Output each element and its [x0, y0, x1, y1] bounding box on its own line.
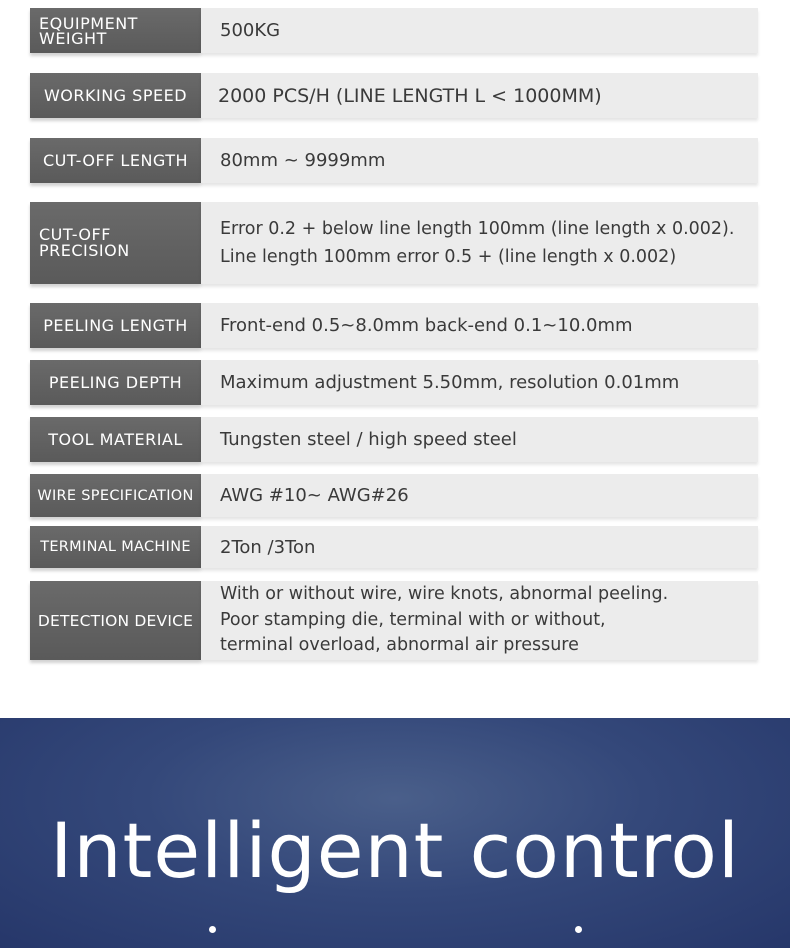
spec-value-line: terminal overload, abnormal air pressure — [220, 635, 579, 656]
spec-row-tool-material — [30, 417, 758, 462]
spec-label: DETECTION DEVICE — [30, 581, 201, 660]
spec-value — [201, 73, 758, 118]
spec-value-line: AWG #10~ AWG#26 — [220, 485, 409, 506]
spec-row-peeling-length — [30, 303, 758, 348]
spec-value-line: Error 0.2 + below line length 100mm (line length x 0.002). — [220, 219, 735, 239]
spec-value — [201, 581, 758, 660]
spec-row-working-speed — [30, 73, 758, 118]
spec-row-detection-device — [30, 581, 758, 660]
spec-row-peeling-depth — [30, 360, 758, 405]
spec-label: TERMINAL MACHINE — [30, 526, 201, 568]
spec-label: CUT-OFF PRECISION — [30, 202, 201, 284]
spec-value-line: 2Ton /3Ton — [220, 536, 316, 558]
spec-value-line: 2000 PCS/H (LINE LENGTH L < 1000MM) — [218, 84, 602, 107]
spec-row-equipment-weight — [30, 8, 758, 53]
spec-label: PEELING DEPTH — [30, 360, 201, 405]
spec-label: PEELING LENGTH — [30, 303, 201, 348]
spec-value-line: Front-end 0.5~8.0mm back-end 0.1~10.0mm — [220, 315, 633, 336]
banner-title: Intelligent control — [49, 806, 741, 895]
spec-value — [201, 526, 758, 568]
spec-value — [201, 474, 758, 517]
spec-label: TOOL MATERIAL — [30, 417, 201, 462]
spec-value — [201, 202, 758, 284]
spec-value-line: With or without wire, wire knots, abnormal peeling. — [220, 584, 669, 605]
spec-value-line: Poor stamping die, terminal with or without, — [220, 609, 606, 630]
spec-label: EQUIPMENT WEIGHT — [30, 8, 201, 53]
spec-value — [201, 8, 758, 53]
dot-icon — [209, 926, 216, 933]
spec-label: WORKING SPEED — [30, 73, 201, 118]
spec-value — [201, 417, 758, 462]
spec-value — [201, 138, 758, 183]
spec-value — [201, 360, 758, 405]
spec-row-wire-specification — [30, 474, 758, 517]
spec-value-line: Tungsten steel / high speed steel — [220, 429, 517, 450]
spec-row-terminal-machine — [30, 526, 758, 568]
spec-value-line: Maximum adjustment 5.50mm, resolution 0.01mm — [220, 372, 680, 393]
intelligent-control-banner — [0, 718, 790, 948]
spec-value-line: 80mm ~ 9999mm — [220, 150, 386, 171]
spec-row-cut-off-precision — [30, 202, 758, 284]
spec-row-cut-off-length — [30, 138, 758, 183]
spec-label: CUT-OFF LENGTH — [30, 138, 201, 183]
spec-value-line: 500KG — [220, 20, 281, 41]
spec-value — [201, 303, 758, 348]
spec-value-line: Line length 100mm error 0.5 + (line length x 0.002) — [220, 247, 677, 267]
spec-label: WIRE SPECIFICATION — [30, 474, 201, 517]
dot-icon — [575, 926, 582, 933]
